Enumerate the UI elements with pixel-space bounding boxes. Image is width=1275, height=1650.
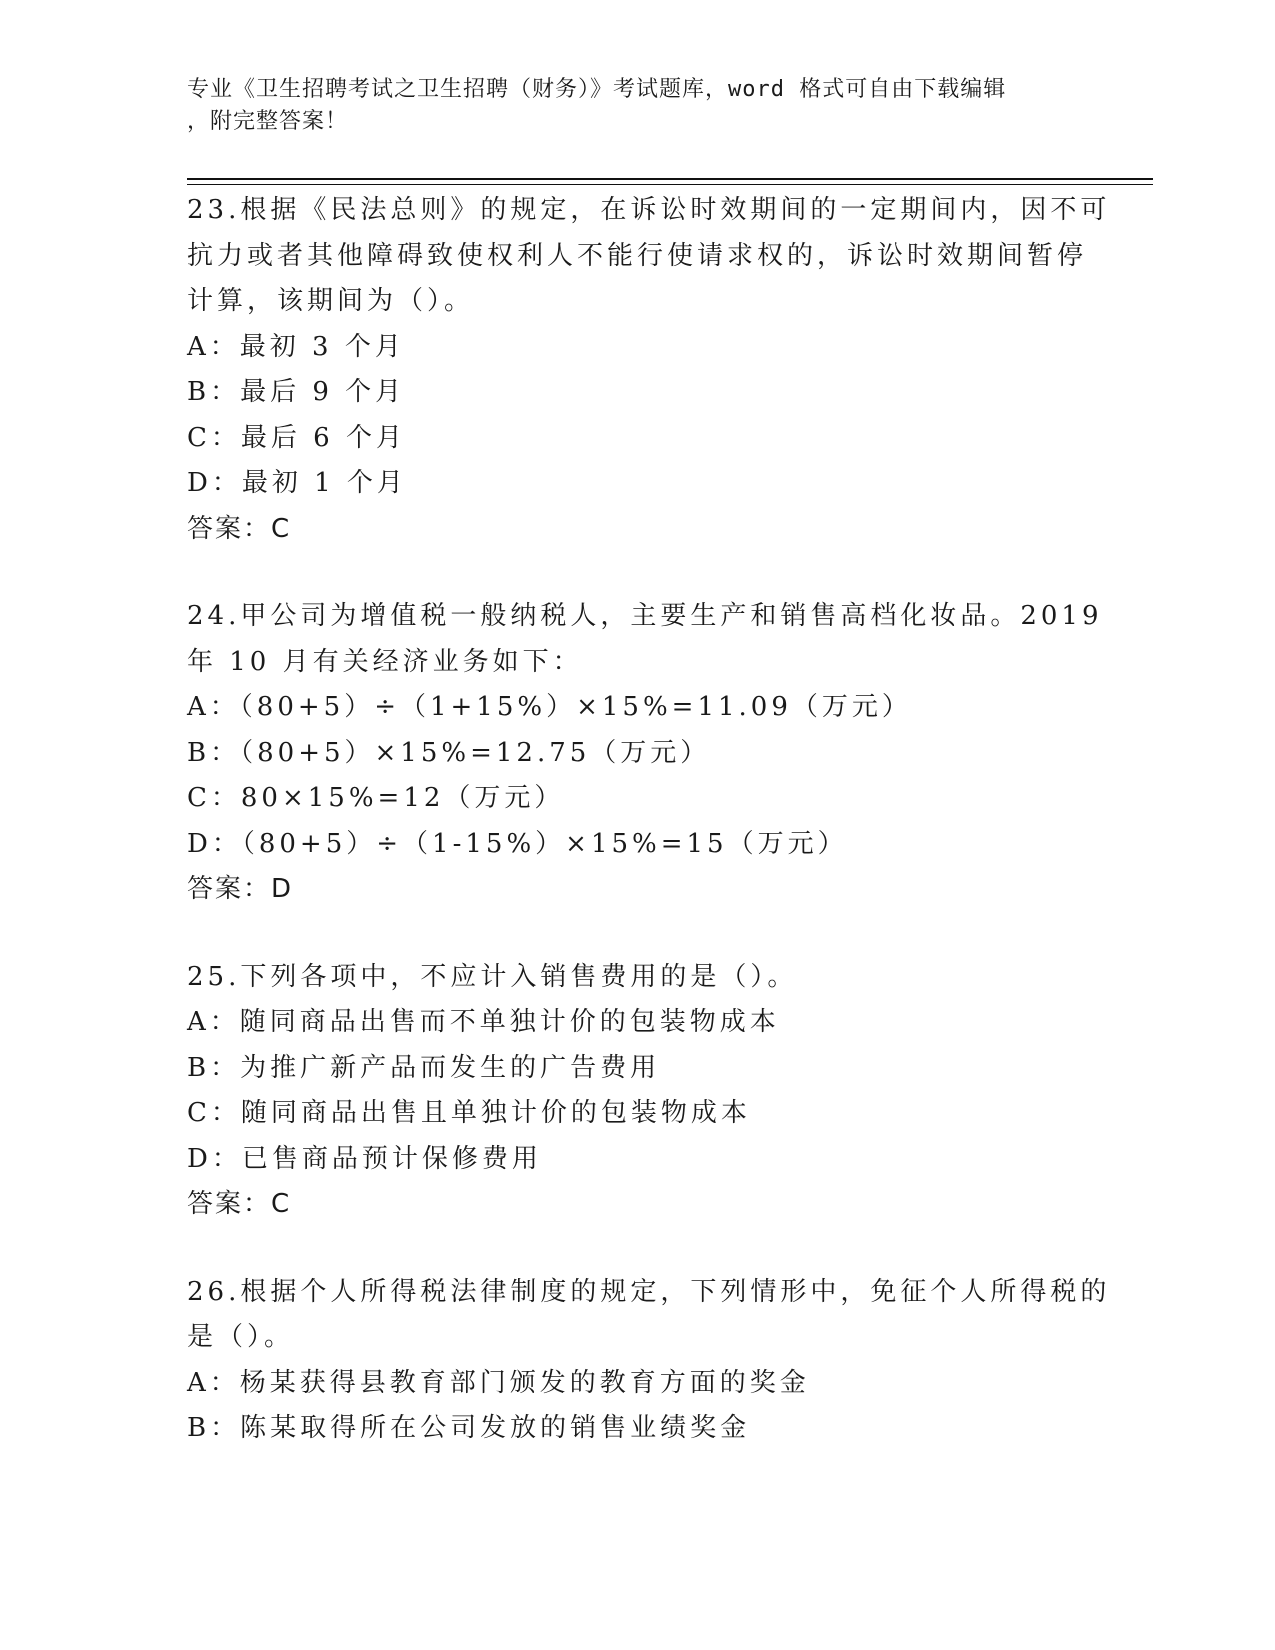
question-stem-line: 26.根据个人所得税法律制度的规定，下列情形中，免征个人所得税的	[187, 1276, 1111, 1307]
header-line-1: 专业《卫生招聘考试之卫生招聘（财务）》考试题库，word 格式可自由下载编辑	[187, 77, 1007, 102]
option-d: D：已售商品预计保修费用	[187, 1143, 542, 1174]
question-26	[187, 1270, 1111, 1452]
option-b: B：陈某取得所在公司发放的销售业绩奖金	[187, 1413, 751, 1443]
option-b: B：最后 9 个月	[187, 377, 406, 407]
option-a: A：杨某获得县教育部门颁发的教育方面的奖金	[187, 1367, 810, 1398]
option-a: A：最初 3 个月	[187, 331, 405, 362]
option-b: B：为推广新产品而发生的广告费用	[187, 1052, 661, 1083]
answer-label: 答案：C	[187, 1189, 292, 1219]
question-list	[187, 188, 1111, 1494]
question-stem-line: 年 10 月有关经济业务如下：	[187, 646, 583, 677]
option-c: C：随同商品出售且单独计价的包装物成本	[187, 1098, 751, 1128]
header-line-2: ，附完整答案！	[187, 109, 349, 134]
header-rule-thin	[187, 184, 1153, 185]
option-a: A：随同商品出售而不单独计价的包装物成本	[187, 1007, 780, 1037]
document-header	[187, 74, 1067, 138]
question-stem-line: 23.根据《民法总则》的规定，在诉讼时效期间的一定期间内，因不可	[187, 195, 1111, 225]
option-b: B：（80+5）×15%=12.75（万元）	[187, 737, 711, 768]
question-23	[187, 188, 1111, 552]
question-25	[187, 955, 1087, 1228]
answer-label: 答案：D	[187, 874, 294, 904]
header-rule-thick	[187, 178, 1153, 180]
answer-label: 答案：C	[187, 513, 292, 544]
option-a: A：（80+5）÷（1+15%）×15%=11.09（万元）	[187, 692, 912, 722]
option-c: C：80×15%=12（万元）	[187, 783, 565, 813]
question-24	[187, 594, 1103, 913]
question-stem-line: 24.甲公司为增值税一般纳税人，主要生产和销售高档化妆品。2019	[187, 601, 1103, 631]
option-d: D：（80+5）÷（1-15%）×15%=15（万元）	[187, 828, 848, 859]
question-stem-line: 是（）。	[187, 1322, 295, 1352]
question-stem-line: 计算，该期间为（）。	[187, 286, 475, 316]
option-c: C：最后 6 个月	[187, 422, 406, 453]
question-stem-line: 25.下列各项中，不应计入销售费用的是（）。	[187, 961, 798, 992]
question-stem-line: 抗力或者其他障碍致使权利人不能行使请求权的，诉讼时效期间暂停	[187, 240, 1088, 271]
option-d: D：最初 1 个月	[187, 468, 407, 498]
